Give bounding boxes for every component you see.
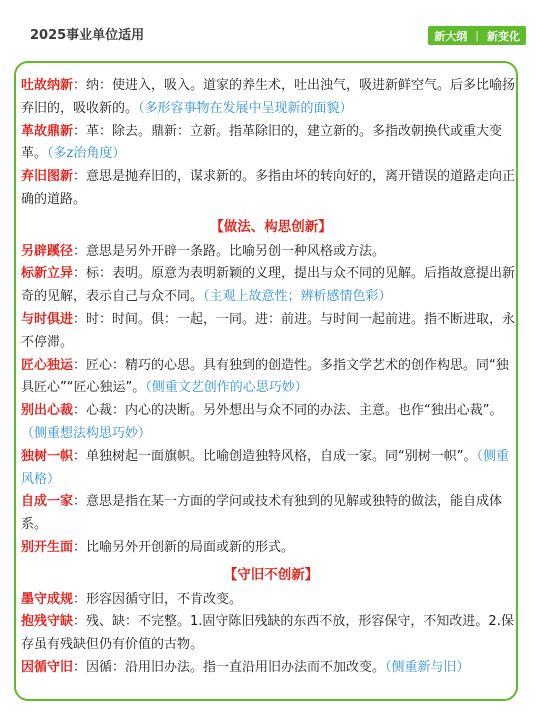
idiom-definition: ：因循：沿用旧办法。指一直沿用旧办法而不加改变。 <box>73 659 386 675</box>
idiom-term: 吐故纳新 <box>21 78 74 93</box>
idiom-entry <box>21 241 521 264</box>
idiom-definition: ：意思是指在某一方面的学问或技术有独到的见解或独特的做法，能自成体系。 <box>21 494 503 533</box>
idiom-definition: ：单独树起一面旗帜。比喻创造独特风格，自成一家。同“别树一帜”。 <box>73 448 477 464</box>
idiom-definition: ：纳：使进入，吸入。道家的养生术，吐出浊气，吸进新鲜空气。后多比喻扬弃旧的，吸收新的。 <box>21 78 516 116</box>
content-body <box>21 75 521 680</box>
idiom-term: 弃旧图新 <box>21 169 74 185</box>
idiom-term: 因循守旧 <box>21 659 74 675</box>
idiom-term: 别开生面 <box>21 539 74 555</box>
idiom-note: （侧重新与旧） <box>385 659 470 675</box>
idiom-entry <box>21 263 521 309</box>
header-title: 2025事业单位适用 <box>30 28 145 43</box>
idiom-entry <box>21 121 521 167</box>
idiom-definition: ：心裁：内心的决断。另外想出与众不同的办法、主意。也作“独出心裁”。 <box>73 403 503 419</box>
idiom-entry <box>21 355 521 401</box>
idiom-note: （多形容事物在发展中呈现新的面貌） <box>138 100 353 116</box>
header-tags <box>428 26 526 45</box>
section-heading-conservative: 【守旧不创新】 <box>223 566 319 583</box>
tag-new-changes: 新变化 <box>487 29 520 43</box>
idiom-definition: ：革：除去。鼎新：立新。指革除旧的，建立新的。多指改朝换代或重大变革。 <box>21 123 503 162</box>
idiom-entry <box>21 589 521 612</box>
idiom-definition: ：意思是抛弃旧的，谋求新的。多指由坏的转向好的，离开错误的道路走向正确的道路。 <box>21 169 516 207</box>
idiom-entry <box>21 657 521 680</box>
idiom-entry <box>21 611 521 657</box>
entries-bottom <box>21 589 521 680</box>
idiom-term: 墨守成规 <box>21 591 74 607</box>
idiom-entry <box>21 75 521 121</box>
idiom-note: （主观上故意性；辨析感情色彩） <box>203 289 392 305</box>
idiom-entry <box>21 166 521 212</box>
idiom-definition: ：形容因循守旧，不肯改变。 <box>73 591 243 607</box>
idiom-term: 抱残守缺 <box>21 614 74 630</box>
idiom-definition: ：残、缺：不完整。1.固守陈旧残缺的东西不放，形容保守，不知改进。2.保存虽有残缺但仍有价值的古物。 <box>21 614 514 653</box>
idiom-definition: ：比喻另外开创新的局面或新的形式。 <box>73 539 295 555</box>
idiom-term: 与时俱进 <box>21 311 74 327</box>
entries-mid <box>21 241 521 560</box>
idiom-term: 独树一帜 <box>21 448 74 464</box>
idiom-definition: ：意思是另外开辟一条路。比喻另创一种风格或方法。 <box>73 243 386 259</box>
idiom-entry <box>21 491 521 537</box>
idiom-term: 革故鼎新 <box>21 123 74 139</box>
section-heading-innovation: 【做法、构思创新】 <box>210 218 332 235</box>
idiom-term: 自成一家 <box>21 494 74 510</box>
header-bar <box>0 0 540 50</box>
idiom-note: （多z治角度） <box>47 146 126 162</box>
entries-top <box>21 75 521 212</box>
idiom-term: 匠心独运 <box>21 357 74 373</box>
idiom-definition: ：时：时间。俱：一起，一同。进：前进。与时间一起前进。指不断进取，永不停滞。 <box>21 311 516 350</box>
idiom-term: 另辟蹊径 <box>21 243 74 259</box>
idiom-note: （侧重想法构思巧妙） <box>21 425 152 441</box>
idiom-entry <box>21 309 521 355</box>
idiom-term: 标新立异 <box>21 266 74 282</box>
idiom-definition: ：匠心：精巧的心思。具有独到的创造性。多指文学艺术的创作构思。同“独具匠心”“匠心独运”。 <box>21 357 509 396</box>
idiom-definition: ：标：表明。原意为表明新颖的义理，提出与众不同的见解。后指故意提出新奇的见解，表示自己与众不同。 <box>21 266 516 305</box>
idiom-entry <box>21 400 521 446</box>
idiom-note: （侧重文艺创作的心思巧妙） <box>145 380 308 396</box>
idiom-note: （侧重风格） <box>21 448 510 487</box>
tag-separator: | <box>475 29 479 42</box>
tag-new-outline: 新大纲 <box>434 29 468 43</box>
idiom-term: 别出心裁 <box>21 403 74 419</box>
idiom-entry <box>21 446 521 492</box>
idiom-entry <box>21 537 521 560</box>
